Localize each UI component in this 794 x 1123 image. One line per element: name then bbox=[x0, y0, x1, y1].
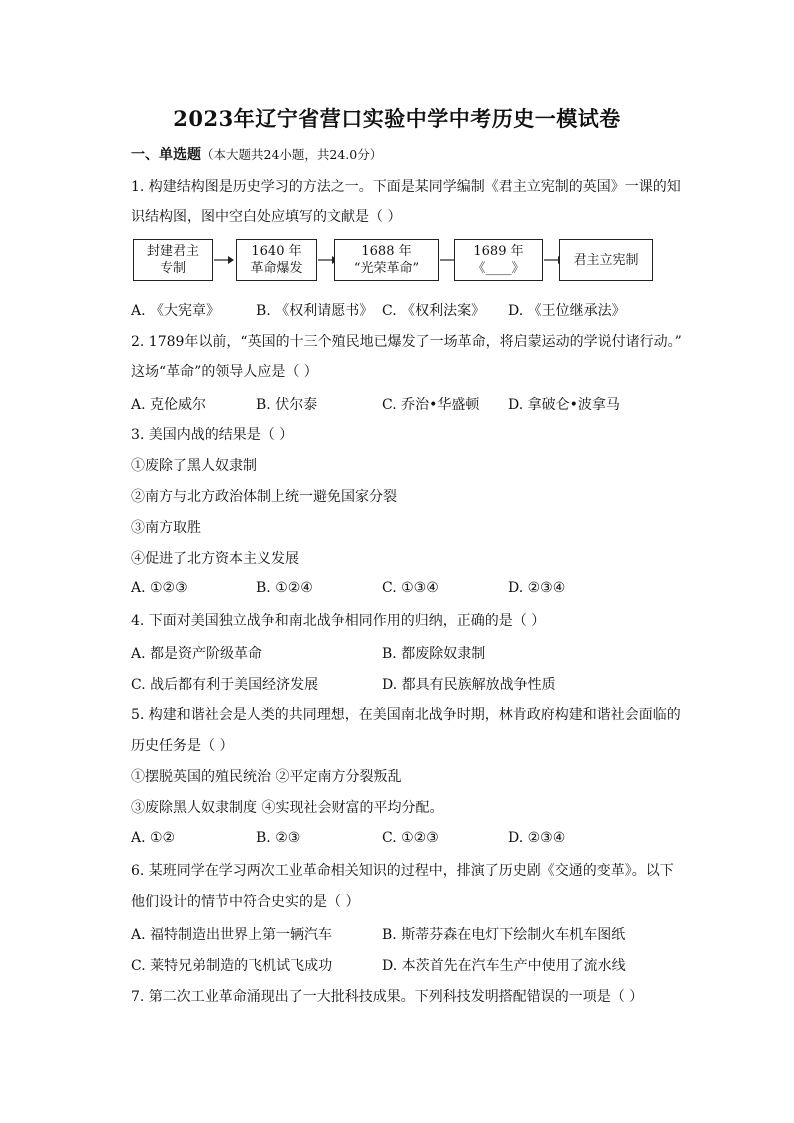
q3-line-1: 3. 美国内战的结果是（ ） bbox=[131, 427, 294, 443]
option-c[interactable]: C. ①③④ bbox=[382, 580, 439, 596]
q3-item-4: ④促进了北方资本主义发展 bbox=[131, 551, 299, 567]
flow-box-feudal: 封建君主 专制 bbox=[133, 239, 213, 281]
option-d[interactable]: D. 拿破仑•波拿马 bbox=[508, 397, 620, 413]
section-label: 一、单选题 bbox=[131, 147, 201, 163]
q2-line-1: 2. 1789年以前，“英国的十三个殖民地已爆发了一场革命，将启蒙运动的学说付诸行动。” bbox=[131, 334, 682, 350]
q5-line-2: 历史任务是（ ） bbox=[131, 738, 234, 754]
q3-item-2: ②南方与北方政治体制上统一避免国家分裂 bbox=[131, 489, 397, 505]
option-d[interactable]: D. ②③④ bbox=[508, 580, 566, 596]
flow-box-1689: 1689 年 《____》 bbox=[454, 239, 543, 281]
option-b[interactable]: B. 都废除奴隶制 bbox=[382, 646, 486, 662]
q2-line-2: 这场“革命”的领导人应是（ ） bbox=[131, 364, 318, 380]
q1-line-1: 1. 构建结构图是历史学习的方法之一。下面是某同学编制《君主立宪制的英国》一课的知 bbox=[131, 179, 681, 195]
option-c[interactable]: C. 乔治•华盛顿 bbox=[382, 397, 480, 413]
option-b[interactable]: B. 伏尔泰 bbox=[256, 397, 318, 413]
option-c[interactable]: C. 战后都有利于美国经济发展 bbox=[131, 677, 319, 693]
option-b[interactable]: B. ②③ bbox=[256, 830, 301, 846]
q6-line-2: 他们设计的情节中符合史实的是（ ） bbox=[131, 894, 360, 910]
option-c[interactable]: C. ①②③ bbox=[382, 830, 439, 846]
section-heading bbox=[131, 145, 382, 165]
option-a[interactable]: A. ①② bbox=[131, 830, 176, 846]
option-a[interactable]: A. 《大宪章》 bbox=[131, 303, 221, 319]
option-c[interactable]: C. 莱特兄弟制造的飞机试飞成功 bbox=[131, 958, 333, 974]
q5-line-1: 5. 构建和谐社会是人类的共同理想，在美国南北战争时期，林肯政府构建和谐社会面临的 bbox=[131, 707, 681, 723]
section-note: （本大题共24小题，共24.0分） bbox=[201, 147, 383, 162]
option-d[interactable]: D. 本茨首先在汽车生产中使用了流水线 bbox=[382, 958, 626, 974]
q2-options bbox=[131, 394, 671, 414]
q6-options-row-1 bbox=[131, 924, 671, 944]
q5-items-1: ①摆脱英国的殖民统治 ②平定南方分裂叛乱 bbox=[131, 769, 402, 785]
page-title: 2023年辽宁省营口实验中学中考历史一模试卷 bbox=[173, 106, 621, 131]
q1-line-2: 识结构图，图中空白处应填写的文献是（ ） bbox=[131, 209, 402, 225]
q1-options bbox=[131, 300, 671, 320]
option-a[interactable]: A. 福特制造出世界上第一辆汽车 bbox=[131, 927, 333, 943]
q3-item-1: ①废除了黑人奴隶制 bbox=[131, 458, 257, 474]
q7-line-1: 7. 第二次工业革命涌现出了一大批科技成果。下列科技发明搭配错误的一项是（ ） bbox=[131, 989, 644, 1005]
q5-options bbox=[131, 830, 671, 850]
flow-box-1640: 1640 年 革命爆发 bbox=[236, 239, 317, 281]
q4-line-1: 4. 下面对美国独立战争和南北战争相同作用的归纳，正确的是（ ） bbox=[131, 613, 546, 629]
q6-line-1: 6. 某班同学在学习两次工业革命相关知识的过程中，排演了历史剧《交通的变革》。以下 bbox=[131, 863, 674, 879]
flow-box-constitutional: 君主立宪制 bbox=[559, 239, 653, 281]
option-a[interactable]: A. ①②③ bbox=[131, 580, 188, 596]
option-b[interactable]: B. 斯蒂芬森在电灯下绘制火车机车图纸 bbox=[382, 927, 626, 943]
arrow-icon bbox=[214, 254, 234, 266]
option-b[interactable]: B. 《权利请愿书》 bbox=[256, 303, 374, 319]
option-a[interactable]: A. 克伦威尔 bbox=[131, 397, 207, 413]
option-d[interactable]: D. 都具有民族解放战争性质 bbox=[382, 677, 556, 693]
q4-options-row-1 bbox=[131, 643, 671, 663]
flow-box-1688: 1688 年 “光荣革命” bbox=[334, 239, 439, 281]
option-d[interactable]: D. 《王位继承法》 bbox=[508, 303, 626, 319]
option-c[interactable]: C. 《权利法案》 bbox=[382, 303, 486, 319]
option-a[interactable]: A. 都是资产阶级革命 bbox=[131, 646, 263, 662]
q3-options bbox=[131, 580, 671, 600]
q6-options-row-2 bbox=[131, 955, 671, 975]
q4-options-row-2 bbox=[131, 674, 671, 694]
q5-items-2: ③废除黑人奴隶制度 ④实现社会财富的平均分配。 bbox=[131, 800, 444, 816]
q3-item-3: ③南方取胜 bbox=[131, 520, 201, 536]
option-b[interactable]: B. ①②④ bbox=[256, 580, 313, 596]
option-d[interactable]: D. ②③④ bbox=[508, 830, 566, 846]
